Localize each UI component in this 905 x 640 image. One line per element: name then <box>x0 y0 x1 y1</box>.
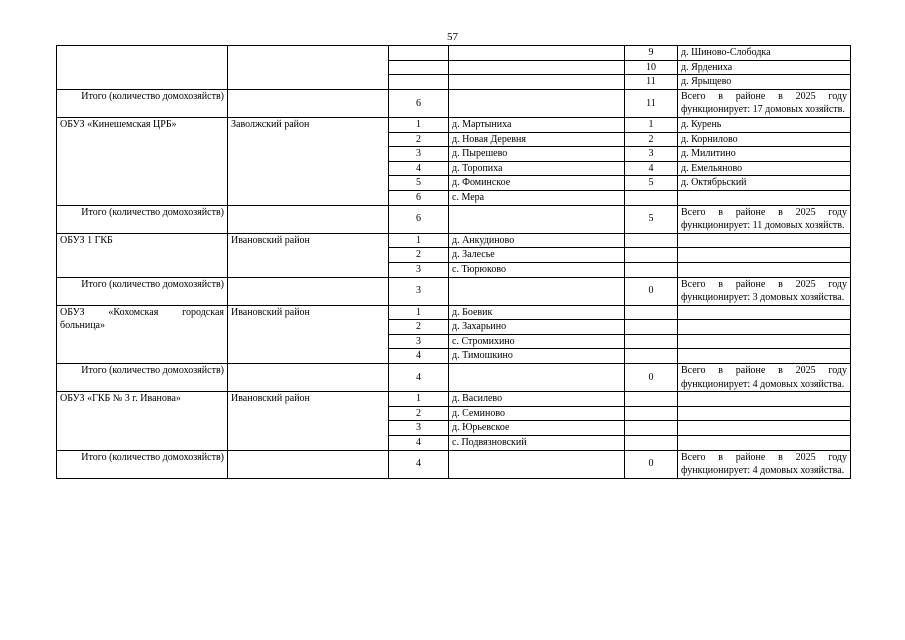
num-b-cell: 4 <box>625 161 678 176</box>
total-count-a: 4 <box>389 450 449 478</box>
name-a-cell: д. Юрьевское <box>449 421 625 436</box>
num-a-cell: 3 <box>389 262 449 277</box>
total-count-b: 11 <box>625 89 678 117</box>
num-a-cell: 4 <box>389 349 449 364</box>
name-b-cell <box>678 305 851 320</box>
name-b-cell <box>678 190 851 205</box>
total-empty-cell <box>449 364 625 392</box>
total-count-a: 3 <box>389 277 449 305</box>
total-empty-cell <box>228 450 389 478</box>
num-a-cell <box>389 60 449 75</box>
table-row <box>57 233 851 248</box>
num-b-cell: 1 <box>625 117 678 132</box>
num-a-cell: 3 <box>389 421 449 436</box>
name-b-cell <box>678 320 851 335</box>
total-label: Итого (количество домохозяйств) <box>57 450 228 478</box>
org-cell: ОБУЗ «Кинешемская ЦРБ» <box>57 117 228 205</box>
name-b-cell <box>678 421 851 436</box>
name-b-cell <box>678 349 851 364</box>
num-b-cell: 9 <box>625 46 678 61</box>
total-label: Итого (количество домохозяйств) <box>57 89 228 117</box>
num-a-cell: 2 <box>389 320 449 335</box>
name-a-cell: д. Мартыниха <box>449 117 625 132</box>
name-b-cell <box>678 406 851 421</box>
table-row <box>57 305 851 320</box>
table-row <box>57 392 851 407</box>
name-b-cell: д. Октябрьский <box>678 176 851 191</box>
name-b-cell <box>678 436 851 451</box>
total-summary: Всего в районе в 2025 году функционирует: 17 домовых хозяйств. <box>678 89 851 117</box>
num-a-cell: 1 <box>389 233 449 248</box>
total-empty-cell <box>228 277 389 305</box>
num-b-cell <box>625 334 678 349</box>
name-a-cell: д. Анкудиново <box>449 233 625 248</box>
name-b-cell: д. Милитино <box>678 147 851 162</box>
name-b-cell <box>678 248 851 263</box>
num-b-cell <box>625 248 678 263</box>
num-a-cell: 2 <box>389 248 449 263</box>
name-a-cell: д. Новая Деревня <box>449 132 625 147</box>
total-count-a: 4 <box>389 364 449 392</box>
name-b-cell <box>678 334 851 349</box>
total-count-b: 5 <box>625 205 678 233</box>
num-b-cell: 2 <box>625 132 678 147</box>
num-a-cell: 3 <box>389 334 449 349</box>
total-count-b: 0 <box>625 364 678 392</box>
name-a-cell: с. Тюрюково <box>449 262 625 277</box>
name-a-cell: д. Василево <box>449 392 625 407</box>
num-b-cell: 3 <box>625 147 678 162</box>
total-row <box>57 277 851 305</box>
district-cell: Ивановский район <box>228 233 389 277</box>
name-b-cell: д. Емельяново <box>678 161 851 176</box>
district-cell: Ивановский район <box>228 305 389 363</box>
total-count-b: 0 <box>625 450 678 478</box>
total-row <box>57 364 851 392</box>
name-a-cell: с. Мера <box>449 190 625 205</box>
num-b-cell <box>625 262 678 277</box>
total-summary: Всего в районе в 2025 году функционирует: 4 домовых хозяйства. <box>678 450 851 478</box>
org-cell: ОБУЗ «Кохомская городская больница» <box>57 305 228 363</box>
total-label: Итого (количество домохозяйств) <box>57 364 228 392</box>
num-a-cell: 3 <box>389 147 449 162</box>
org-cell <box>57 46 228 90</box>
num-b-cell <box>625 305 678 320</box>
num-b-cell: 10 <box>625 60 678 75</box>
num-b-cell <box>625 421 678 436</box>
total-empty-cell <box>449 205 625 233</box>
num-b-cell <box>625 406 678 421</box>
name-a-cell <box>449 75 625 90</box>
name-a-cell: с. Стромихино <box>449 334 625 349</box>
table-row <box>57 117 851 132</box>
name-b-cell: д. Курень <box>678 117 851 132</box>
num-a-cell: 4 <box>389 161 449 176</box>
num-a-cell: 1 <box>389 117 449 132</box>
total-row <box>57 89 851 117</box>
name-b-cell <box>678 233 851 248</box>
num-b-cell <box>625 349 678 364</box>
num-a-cell: 4 <box>389 436 449 451</box>
name-b-cell <box>678 392 851 407</box>
households-table <box>56 45 851 479</box>
name-a-cell <box>449 46 625 61</box>
num-b-cell <box>625 320 678 335</box>
org-cell: ОБУЗ «ГКБ № 3 г. Иванова» <box>57 392 228 450</box>
num-b-cell <box>625 392 678 407</box>
name-a-cell: д. Тимошкино <box>449 349 625 364</box>
num-a-cell: 1 <box>389 392 449 407</box>
district-cell <box>228 46 389 90</box>
district-cell: Заволжский район <box>228 117 389 205</box>
total-label: Итого (количество домохозяйств) <box>57 277 228 305</box>
num-b-cell <box>625 233 678 248</box>
num-a-cell: 2 <box>389 132 449 147</box>
name-b-cell: д. Ярдениха <box>678 60 851 75</box>
total-row <box>57 450 851 478</box>
name-b-cell: д. Ярыщево <box>678 75 851 90</box>
num-b-cell: 5 <box>625 176 678 191</box>
total-summary: Всего в районе в 2025 году функционирует: 11 домовых хозяйств. <box>678 205 851 233</box>
district-cell: Ивановский район <box>228 392 389 450</box>
total-empty-cell <box>228 89 389 117</box>
total-label: Итого (количество домохозяйств) <box>57 205 228 233</box>
num-b-cell: 11 <box>625 75 678 90</box>
name-a-cell: д. Торопиха <box>449 161 625 176</box>
name-b-cell: д. Корнилово <box>678 132 851 147</box>
name-a-cell: д. Семиново <box>449 406 625 421</box>
total-empty-cell <box>449 89 625 117</box>
total-summary: Всего в районе в 2025 году функционирует: 4 домовых хозяйства. <box>678 364 851 392</box>
table-row <box>57 46 851 61</box>
org-cell: ОБУЗ 1 ГКБ <box>57 233 228 277</box>
num-a-cell: 2 <box>389 406 449 421</box>
total-row <box>57 205 851 233</box>
num-b-cell <box>625 436 678 451</box>
name-a-cell: д. Залесье <box>449 248 625 263</box>
total-empty-cell <box>449 450 625 478</box>
name-a-cell: д. Захарьино <box>449 320 625 335</box>
name-b-cell: д. Шиново-Слободка <box>678 46 851 61</box>
name-a-cell: д. Фоминское <box>449 176 625 191</box>
total-empty-cell <box>228 205 389 233</box>
name-a-cell: д. Боевик <box>449 305 625 320</box>
total-count-a: 6 <box>389 205 449 233</box>
num-a-cell: 5 <box>389 176 449 191</box>
name-a-cell <box>449 60 625 75</box>
total-empty-cell <box>449 277 625 305</box>
total-empty-cell <box>228 364 389 392</box>
num-b-cell <box>625 190 678 205</box>
table-body <box>57 46 851 479</box>
name-b-cell <box>678 262 851 277</box>
total-count-b: 0 <box>625 277 678 305</box>
num-a-cell <box>389 75 449 90</box>
name-a-cell: с. Подвязновский <box>449 436 625 451</box>
name-a-cell: д. Пырешево <box>449 147 625 162</box>
total-summary: Всего в районе в 2025 году функционирует: 3 домовых хозяйства. <box>678 277 851 305</box>
num-a-cell: 1 <box>389 305 449 320</box>
num-a-cell: 6 <box>389 190 449 205</box>
num-a-cell <box>389 46 449 61</box>
total-count-a: 6 <box>389 89 449 117</box>
page-number: 57 <box>447 31 458 43</box>
